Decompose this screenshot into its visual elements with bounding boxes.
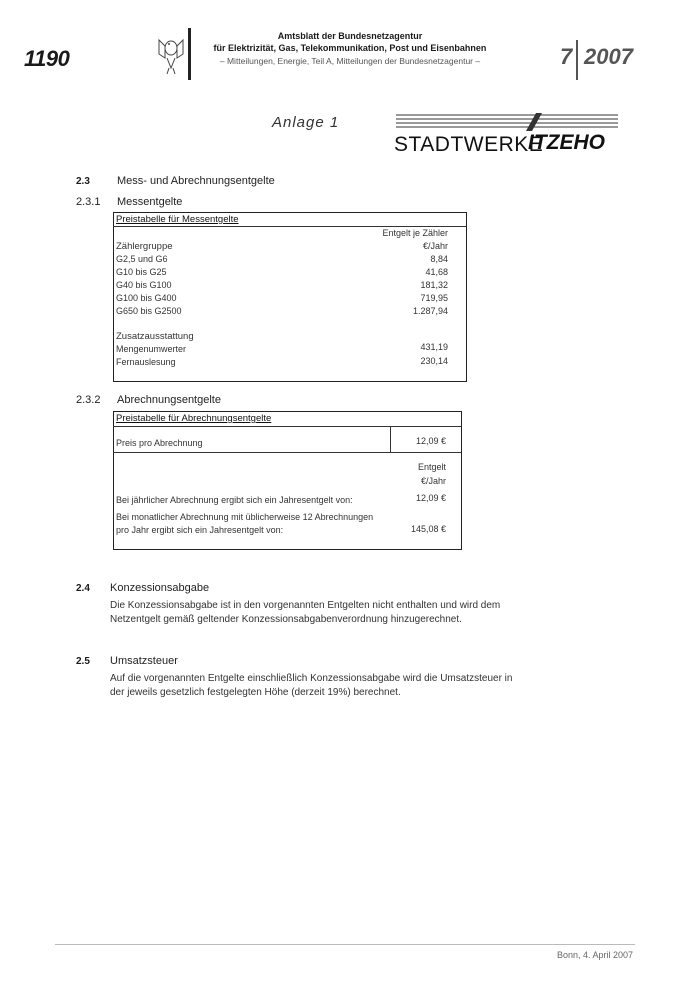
issue-divider: [576, 40, 578, 80]
table-caption: Preistabelle für Messentgelte: [116, 214, 239, 225]
group-label: Zählergruppe: [116, 241, 173, 252]
row-label: Bei monatlicher Abrechnung mit üblicherweise 12 Abrechnungen: [116, 512, 374, 522]
row-label: G2,5 und G6: [116, 254, 168, 264]
row-label: pro Jahr ergibt sich ein Jahresentgelt von:: [116, 525, 284, 535]
price-label: Preis pro Abrechnung: [116, 438, 203, 448]
row-label: G100 bis G400: [116, 293, 177, 303]
row-value: 1.287,94: [412, 306, 448, 316]
row-value: 719,95: [420, 293, 448, 303]
section-title: Umsatzsteuer: [110, 655, 178, 667]
subsection-title: Abrechnungsentgelte: [117, 394, 221, 406]
issue-number: 7: [560, 44, 573, 69]
footer-date: Bonn, 4. April 2007: [556, 950, 633, 960]
subsection-number: 2.3.2: [76, 394, 101, 406]
stadtwerke-logo-lines: [396, 112, 618, 132]
row-label: Mengenumwerter: [116, 344, 187, 354]
body-text: Auf die vorgenannten Entgelte einschließlich Konzessionsabgabe wird die Umsatzsteuer in: [110, 673, 513, 684]
body-text: Die Konzessionsabgabe ist in den vorgenannten Entgelten nicht enthalten und wird dem: [110, 600, 501, 611]
issue-year: 2007: [584, 44, 633, 69]
section-number: 2.3: [76, 176, 90, 187]
section-number: 2.4: [76, 583, 90, 594]
page-number: 1190: [24, 46, 70, 71]
row-label: G10 bis G25: [116, 267, 167, 277]
row-value: 12,09 €: [415, 493, 446, 503]
row-label: Fernauslesung: [116, 357, 176, 367]
column-header-unit: €/Jahr: [422, 241, 448, 251]
row-value: 431,19: [420, 342, 448, 352]
gazette-title-line1: Amtsblatt der Bundesnetzagentur: [277, 31, 423, 41]
gazette-subtitle: – Mitteilungen, Energie, Teil A, Mitteilungen der Bundesnetzagentur –: [219, 56, 481, 66]
header-divider: [188, 28, 191, 80]
section-title: Konzessionsabgabe: [110, 582, 210, 594]
column-header: Entgelt: [417, 462, 446, 472]
group-label: Zusatzausstattung: [116, 331, 194, 342]
gazette-title-line2: für Elektrizität, Gas, Telekommunikation, Post und Eisenbahnen: [213, 43, 487, 53]
column-header: Entgelt je Zähler: [382, 228, 448, 238]
price-value: 12,09 €: [415, 436, 446, 446]
federal-eagle-icon: [155, 28, 191, 80]
section-title: Mess- und Abrechnungsentgelte: [117, 175, 275, 187]
row-value: 145,08 €: [410, 524, 446, 534]
stadtwerke-logo-text: STADTWERKE: [394, 133, 544, 156]
table-caption: Preistabelle für Abrechnungsentgelte: [116, 413, 272, 424]
row-label: G40 bis G100: [116, 280, 172, 290]
body-text: der jeweils gesetzlich festgelegten Höhe (derzeit 19%) berechnet.: [110, 687, 401, 698]
attachment-label: Anlage 1: [272, 114, 340, 131]
row-value: 8,84: [430, 254, 448, 264]
table-rule: [113, 452, 461, 453]
table-rule: [113, 226, 466, 227]
body-text: Netzentgelt gemäß geltender Konzessionsabgabenverordnung hinzugerechnet.: [110, 614, 462, 625]
stadtwerke-logo-bold: ITZEHO: [528, 131, 605, 154]
row-label: Bei jährlicher Abrechnung ergibt sich ein Jahresentgelt von:: [116, 495, 353, 505]
row-value: 41,68: [425, 267, 448, 277]
column-header-unit: €/Jahr: [420, 476, 446, 486]
subsection-number: 2.3.1: [76, 196, 101, 208]
row-value: 181,32: [420, 280, 448, 290]
table-rule: [113, 426, 461, 427]
subsection-title: Messentgelte: [117, 196, 183, 208]
section-number: 2.5: [76, 656, 90, 667]
row-label: G650 bis G2500: [116, 306, 182, 316]
footer-divider: [55, 944, 635, 945]
row-value: 230,14: [420, 356, 448, 366]
